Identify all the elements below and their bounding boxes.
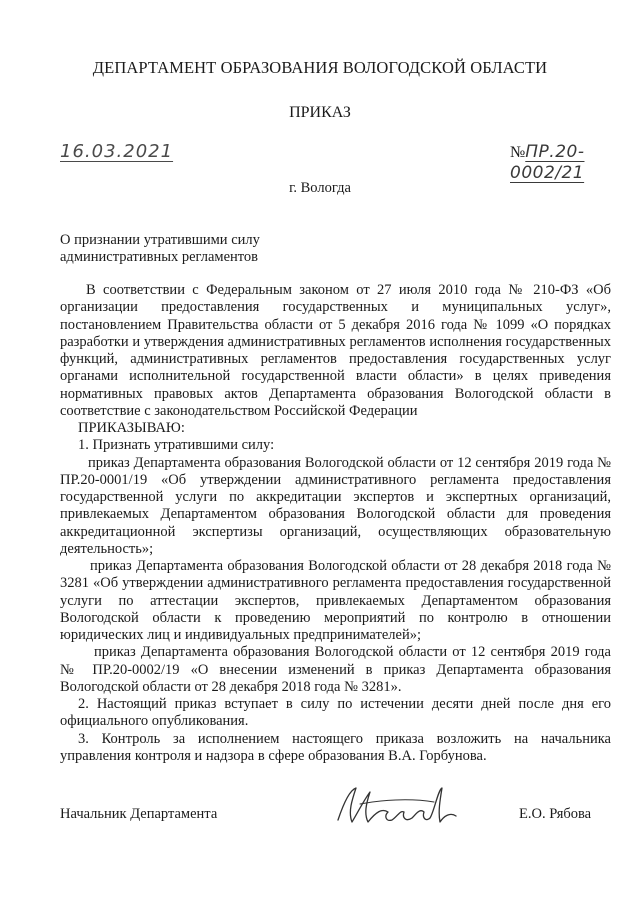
order-keyword: ПРИКАЗЫВАЮ: xyxy=(78,420,185,436)
order-subject xyxy=(60,232,260,266)
item-2-paragraph: 2. Настоящий приказ вступает в силу по истечении десяти дней после дня его официального опубликования. xyxy=(60,696,611,730)
order-body xyxy=(60,282,611,765)
subject-line-1: О признании утратившими силу xyxy=(60,232,260,248)
repealed-order-3: приказ Департамента образования Вологодской области от 12 сентября 2019 года № ПР.20-0002/19 «О внесении изменений в приказ Департамента образования Вологодской области от 28 декабря 2018 года № 3281». xyxy=(60,644,611,695)
handwritten-signature xyxy=(330,782,470,832)
subject-line-2: административных регламентов xyxy=(60,249,259,265)
repealed-order-1: приказ Департамента образования Вологодской области от 12 сентября 2019 года № ПР.20-0001/19 «Об утверждении административного регламента предоставления государственной услуги по аккредитации экспертов и экспертных организаций, привлекаемых Департаментом образования Вологодской области для проведения аккредитационной экспертизы организаций, осуществляющих образовательную деятельность»; xyxy=(60,454,611,557)
item-1-heading: 1. Признать утратившими силу: xyxy=(78,437,275,454)
department-header: ДЕПАРТАМЕНТ ОБРАЗОВАНИЯ ВОЛОГОДСКОЙ ОБЛАСТИ xyxy=(92,58,548,77)
repealed-order-2: приказ Департамента образования Вологодской области от 28 декабря 2018 года № 3281 «Об утверждении административного регламента предоставления государственной услуги по аттестации экспертов, привлекаемых Департаментом образования Вологодской области к проведению мероприятий по контролю в отношении юридических лиц и индивидуальных предпринимателей»; xyxy=(60,558,611,643)
city-line: г. Вологда xyxy=(289,180,351,196)
item-3-paragraph: 3. Контроль за исполнением настоящего приказа возложить на начальника управления контроля и надзора в сфере образования В.А. Горбунова. xyxy=(60,730,611,764)
signatory-title: Начальник Департамента xyxy=(60,806,218,822)
document-type: ПРИКАЗ xyxy=(289,104,351,121)
number-sign: № xyxy=(510,144,526,161)
handwritten-number: ПР.20-0002/21 xyxy=(510,142,585,183)
preamble-paragraph: В соответствии с Федеральным законом от 27 июля 2010 года № 210-ФЗ «Об организации предоставления государственных и муниципальных услуг», постановлением Правительства области от 5 декабря 2016 года № 1099 «О порядках разработки и утверждения административных регламентов исполнения государственных функций, административных регламентов предоставления государственных услуг органами исполнительной государственной власти области» в целях приведения нормативных правовых актов Департамента образования Вологодской области в соответствие с законодательством Российской Федерации xyxy=(60,282,611,419)
handwritten-date: 16.03.2021 xyxy=(60,141,174,162)
order-number xyxy=(510,141,640,183)
signatory-name: Е.О. Рябова xyxy=(519,806,592,822)
